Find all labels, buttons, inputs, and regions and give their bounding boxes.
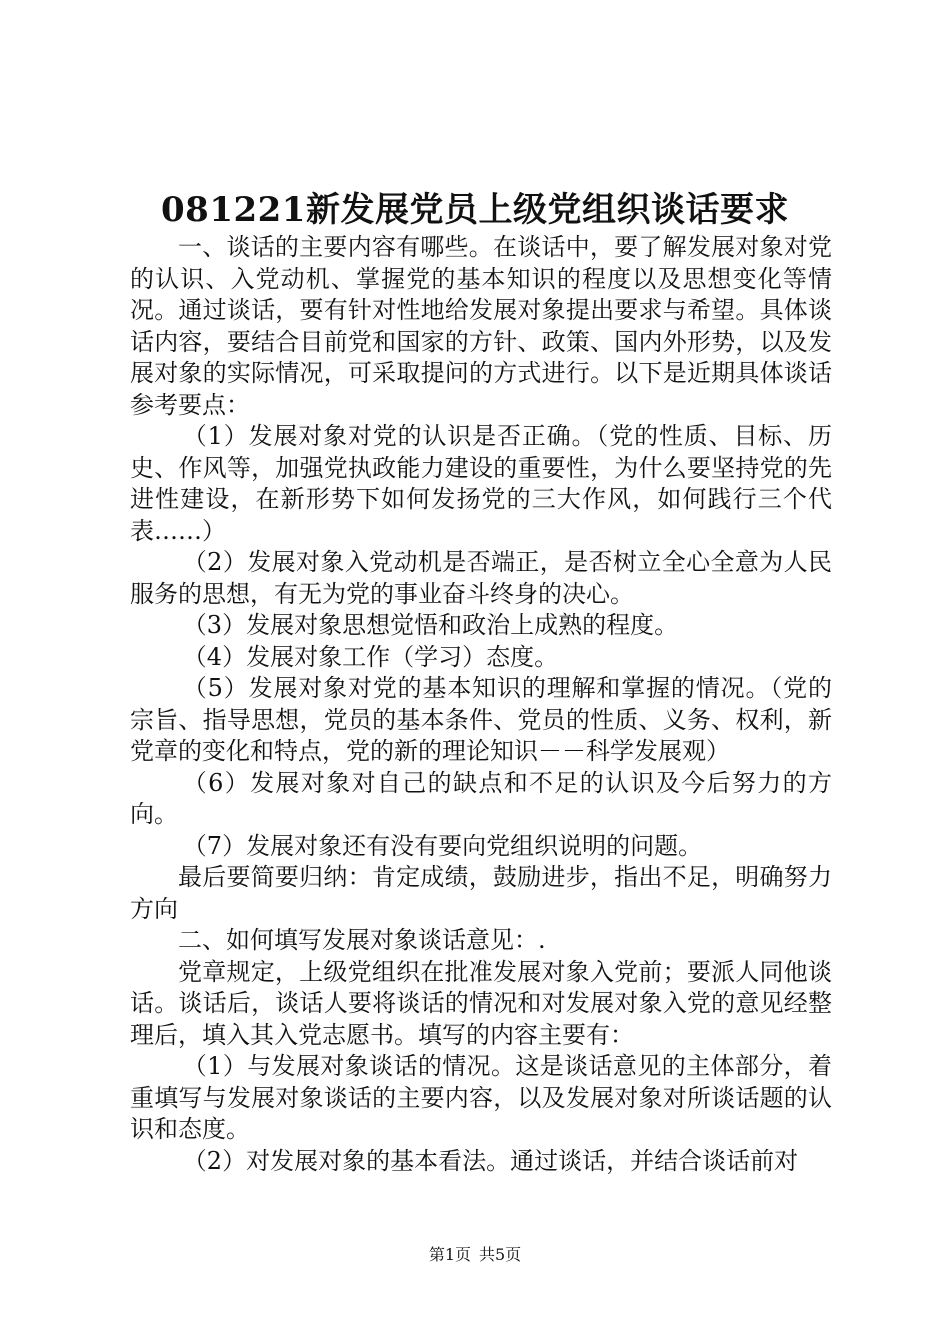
paragraph-item-1: （1）发展对象对党的认识是否正确。（党的性质、目标、历史、作风等，加强党执政能力建设的重要性，为什么要坚持党的先进性建设，在新形势下如何发扬党的三大作风，如何践行三个代表……）: [130, 422, 832, 545]
page-number-total: 共5页: [479, 1245, 522, 1264]
paragraph-item-4: （4）发展对象工作（学习）态度。: [182, 642, 559, 671]
paragraph-summary: 最后要简要归纳：肯定成绩，鼓励进步，指出不足，明确努力方向: [130, 863, 832, 923]
page-number-current: 第1页: [428, 1245, 471, 1264]
document-title: 081221新发展党员上级党组织谈话要求: [161, 190, 789, 230]
paragraph-item-5: （5）发展对象对党的基本知识的理解和掌握的情况。（党的宗旨、指导思想，党员的基本条件、党员的性质、义务、权利，新党章的变化和特点，党的新的理论知识－－科学发展观）: [130, 674, 832, 765]
paragraph-item-2: （2）发展对象入党动机是否端正，是否树立全心全意为人民服务的思想，有无为党的事业奋斗终身的决心。: [130, 548, 832, 608]
paragraph-item-3: （3）发展对象思想觉悟和政治上成熟的程度。: [182, 611, 679, 639]
paragraph-fill-item-2: （2）对发展对象的基本看法。通过谈话，并结合谈话前对: [182, 1146, 799, 1175]
paragraph-intro: 一、谈话的主要内容有哪些。在谈话中，要了解发展对象对党的认识、入党动机、掌握党的基本知识的程度以及思想变化等情况。通过谈话，要有针对性地给发展对象提出要求与希望。具体谈话内容，要结合目前党和国家的方针、政策、国内外形势，以及发展对象的实际情况，可采取提问的方式进行。以下是近期具体谈话参考要点：: [130, 233, 832, 419]
paragraph-fill-item-1: （1）与发展对象谈话的情况。这是谈话意见的主体部分，着重填写与发展对象谈话的主要内容，以及发展对象对所谈话题的认识和态度。: [130, 1052, 832, 1143]
paragraph-item-7: （7）发展对象还有没有要向党组织说明的问题。: [182, 831, 703, 860]
paragraph-party-rule: 党章规定，上级党组织在批准发展对象入党前；要派人同他谈话。谈话后，谈话人要将谈话的情况和对发展对象入党的意见经整理后，填入其入党志愿书。填写的内容主要有：: [130, 957, 832, 1049]
page-footer: [0, 1244, 950, 1266]
document-body: [130, 232, 832, 1177]
paragraph-item-6: （6）发展对象对自己的缺点和不足的认识及今后努力的方向。: [130, 768, 832, 828]
section-heading-2: 二、如何填写发展对象谈话意见：.: [178, 926, 546, 954]
